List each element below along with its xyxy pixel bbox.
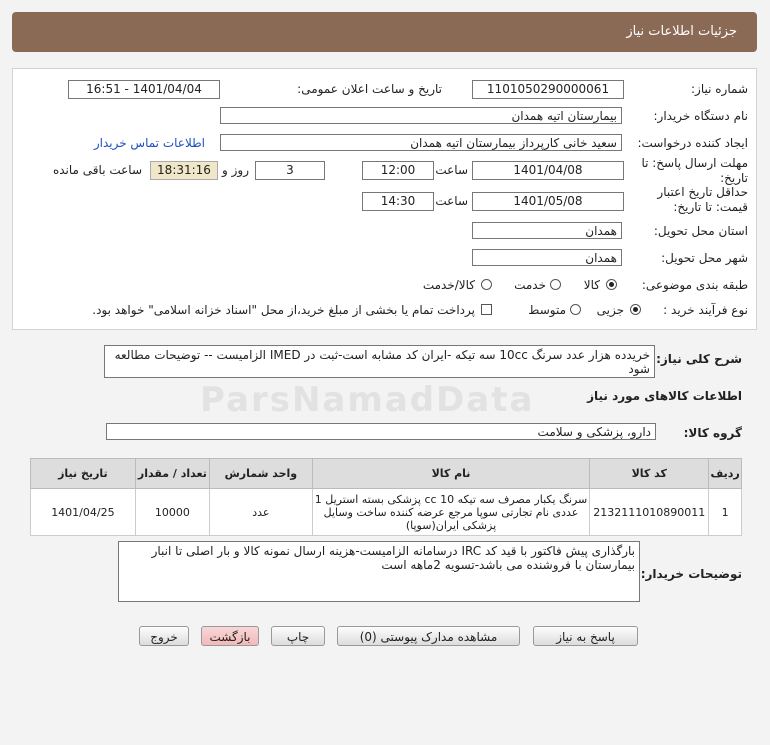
need-number-field: 1101050290000061 <box>472 80 624 99</box>
col-qty: تعداد / مقدار <box>135 459 209 489</box>
category-service-label: خدمت <box>514 278 546 292</box>
days-label: روز و <box>222 163 249 177</box>
announce-field: 1401/04/04 - 16:51 <box>68 80 220 99</box>
validity-label: حداقل تاریخ اعتبار قیمت: تا تاریخ: <box>657 185 748 214</box>
attachments-button[interactable]: مشاهده مدارک پیوستی (0) <box>337 626 520 646</box>
exit-button[interactable]: خروج <box>139 626 189 646</box>
goods-section-title: اطلاعات کالاهای مورد نیاز <box>587 389 742 403</box>
cell-date: 1401/04/25 <box>31 489 136 536</box>
items-table <box>30 458 742 536</box>
treasury-checkbox[interactable] <box>481 304 492 315</box>
remaining-time-field: 18:31:16 <box>150 161 218 180</box>
reply-date-field: 1401/04/08 <box>472 161 624 180</box>
process-minor-radio[interactable] <box>630 304 641 315</box>
requester-label: ایجاد کننده درخواست: <box>637 136 748 150</box>
goods-group-field: دارو، پزشکی و سلامت <box>106 423 656 440</box>
page-header <box>12 12 757 52</box>
city-label: شهر محل تحویل: <box>661 251 748 265</box>
requester-field: سعید خانی کارپرداز بیمارستان اتیه همدان <box>220 134 622 151</box>
category-goods-service-label: کالا/خدمت <box>422 278 475 292</box>
city-field: همدان <box>472 249 622 266</box>
province-field: همدان <box>472 222 622 239</box>
remaining-label: ساعت باقی مانده <box>52 163 142 177</box>
col-name: نام کالا <box>312 459 590 489</box>
validity-time-label: ساعت <box>435 194 468 208</box>
table-row <box>31 489 742 536</box>
validity-time-field: 14:30 <box>362 192 434 211</box>
description-label: شرح کلی نیاز: <box>656 352 742 366</box>
col-unit: واحد شمارش <box>210 459 313 489</box>
buyer-org-label: نام دستگاه خریدار: <box>653 109 748 123</box>
cell-name: سرنگ یکبار مصرف سه تیکه cc 10 پزشکی بسته استریل 1 عددی نام تجارتی سوپا مرجع عرضه کننده ساخت وسایل پزشکی ایران(سوپا) <box>312 489 590 536</box>
validity-date-field: 1401/05/08 <box>472 192 624 211</box>
description-text: خریدده هزار عدد سرنگ 10cc سه تیکه -ایران کد مشابه است-ثبت در IMED الزامیست -- توضیحات مطالعه شود <box>104 345 655 378</box>
days-field: 3 <box>255 161 325 180</box>
process-medium-radio[interactable] <box>570 304 581 315</box>
process-medium-label: متوسط <box>528 303 566 317</box>
cell-qty: 10000 <box>135 489 209 536</box>
category-goods-service-radio[interactable] <box>481 279 492 290</box>
category-goods-label: کالا <box>583 278 600 292</box>
reply-deadline-label: مهلت ارسال پاسخ: تا تاریخ: <box>641 156 748 185</box>
print-button[interactable]: چاپ <box>271 626 325 646</box>
reply-button[interactable]: پاسخ به نیاز <box>533 626 638 646</box>
category-label: طبقه بندی موضوعی: <box>641 278 748 292</box>
reply-time-label: ساعت <box>435 163 468 177</box>
treasury-note: پرداخت تمام یا بخشی از مبلغ خرید،از محل "اسناد خزانه اسلامی" خواهد بود. <box>92 303 475 317</box>
col-date: تاریخ نیاز <box>31 459 136 489</box>
back-button[interactable]: بازگشت <box>201 626 259 646</box>
col-code: کد کالا <box>590 459 709 489</box>
category-service-radio[interactable] <box>550 279 561 290</box>
process-label: نوع فرآیند خرید : <box>663 303 748 317</box>
cell-code: 2132111010890011 <box>590 489 709 536</box>
col-row: ردیف <box>709 459 742 489</box>
province-label: استان محل تحویل: <box>653 224 748 238</box>
reply-time-field: 12:00 <box>362 161 434 180</box>
page-title: جزئیات اطلاعات نیاز <box>626 24 737 39</box>
watermark-logo: ParsNamadData <box>200 380 535 420</box>
announce-label: تاریخ و ساعت اعلان عمومی: <box>297 82 442 96</box>
cell-unit: عدد <box>210 489 313 536</box>
category-goods-radio[interactable] <box>606 279 617 290</box>
buyer-org-field: بیمارستان اتیه همدان <box>220 107 622 124</box>
buyer-notes-text: بارگذاری پیش فاکتور با قید کد IRC درسامانه الزامیست-هزینه ارسال نمونه کالا و بار اصلی تا انبار بیمارستان با فروشنده می باشد-تسویه 2ماهه است <box>118 541 640 602</box>
process-minor-label: جزیی <box>596 303 624 317</box>
cell-row: 1 <box>709 489 742 536</box>
goods-group-label: گروه کالا: <box>683 426 742 440</box>
buyer-notes-label: توضیحات خریدار: <box>640 567 742 581</box>
need-number-label: شماره نیاز: <box>691 82 748 96</box>
buyer-contact-link[interactable]: اطلاعات تماس خریدار <box>93 136 205 150</box>
